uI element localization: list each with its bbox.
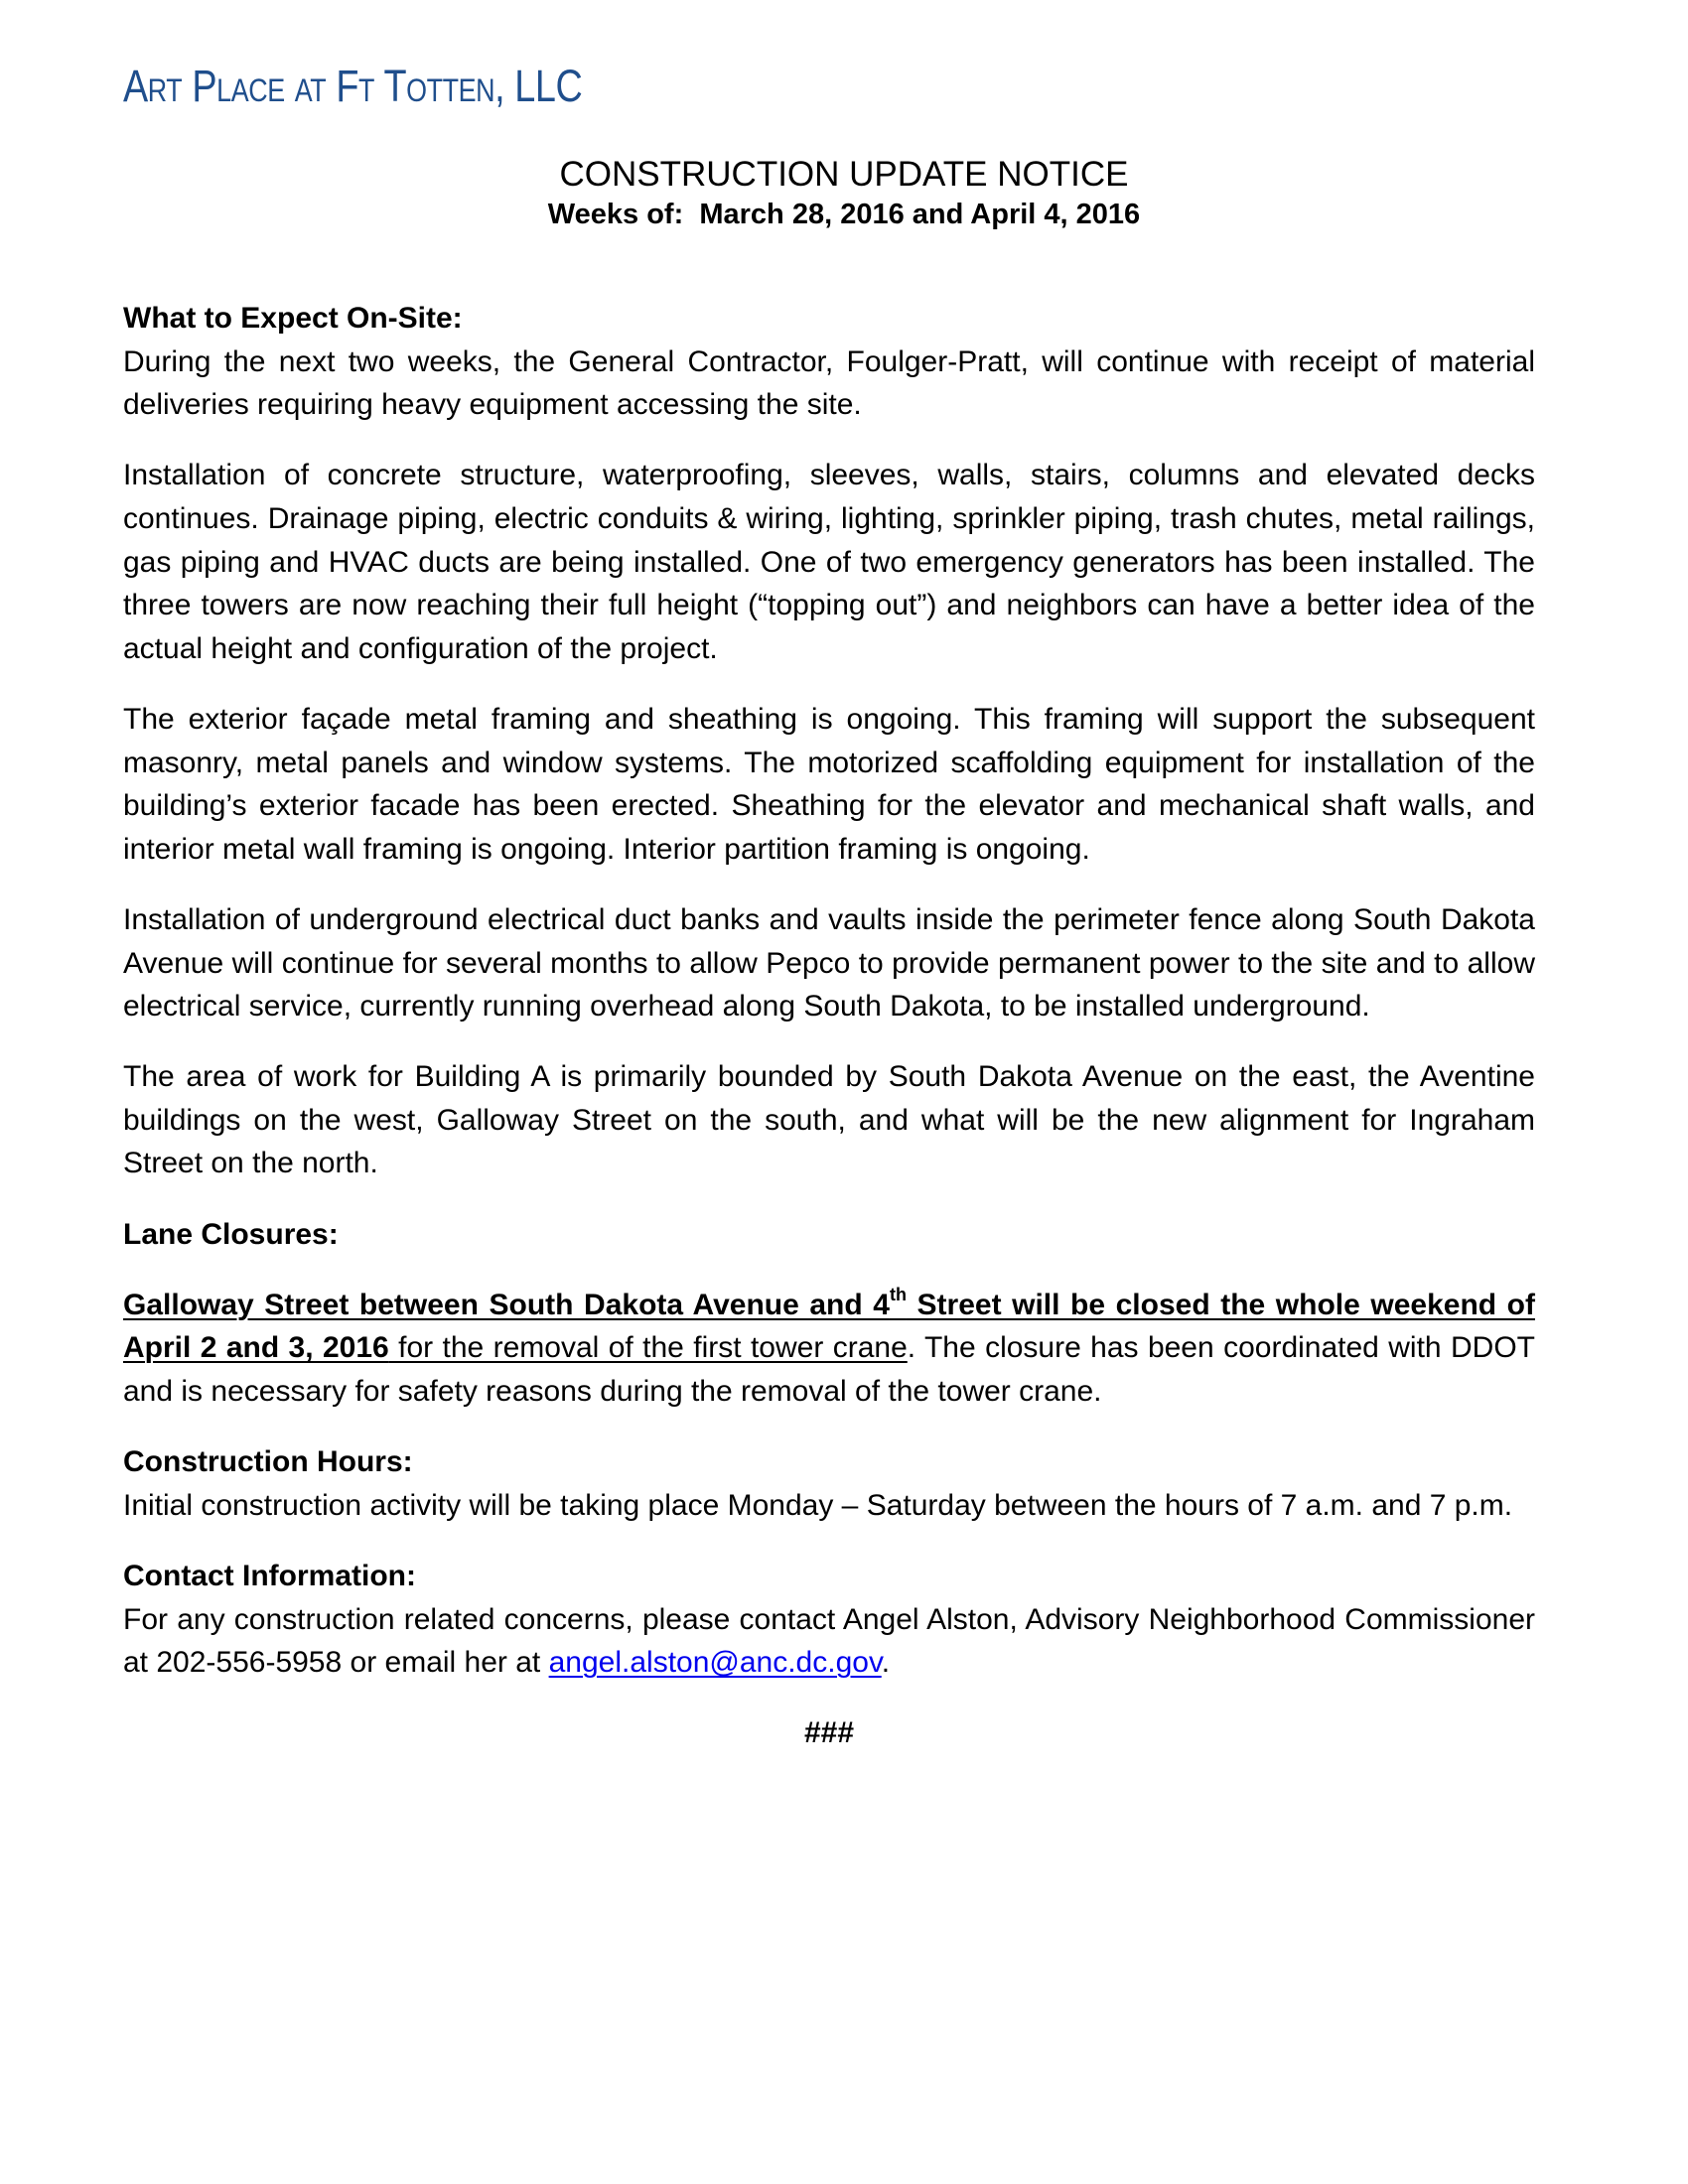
hours-section <box>123 1440 1535 1527</box>
end-mark: ### <box>803 1716 855 1750</box>
closure-emphasis-text-2: Street will be closed the whole weekend of April 2 and 3, 2016 <box>123 1288 1535 1365</box>
email-link[interactable]: angel.alston@anc.dc.gov <box>548 1646 882 1680</box>
section-heading-lane-closures: Lane Closures: <box>123 1217 339 1251</box>
contact-section <box>123 1555 1535 1685</box>
section-heading-expect: What to Expect On-Site: <box>123 302 463 335</box>
section-heading-contact: Contact Information: <box>123 1560 416 1592</box>
expect-section <box>123 297 1535 427</box>
contact-text: For any construction related concerns, please contact Angel Alston, Advisory Neighborhood Commissioner at 202-556-5958 or email her at <box>123 1602 1535 1680</box>
section-heading-hours: Construction Hours: <box>123 1445 413 1479</box>
document-body <box>123 297 1535 1755</box>
closure-rest: . The closure has been coordinated with DDOT and is necessary for safety reasons during the removal of the tower crane. <box>123 1331 1536 1409</box>
paragraph: During the next two weeks, the General Contractor, Foulger-Pratt, will continue with receipt of material deliveries requiring heavy equipment accessing the site. <box>123 344 1535 422</box>
lane-closures-paragraph <box>123 1284 1535 1414</box>
paragraph: Installation of concrete structure, waterproofing, sleeves, walls, stairs, columns and elevated decks continues. Drainage piping, electric conduits & wiring, lighting, sprinkler piping, trash chutes, metal railings, gas piping and HVAC ducts are being installed. One of two emergency generators has been installed. The three towers are now reaching their full height (“topping out”) and neighbors can have a better idea of the actual height and configuration of the project. <box>123 459 1535 665</box>
closure-reason: for the removal of the first tower crane <box>388 1331 908 1365</box>
expect-paragraph-2 <box>123 454 1535 670</box>
page-subtitle: Weeks of: March 28, 2016 and April 4, 2016 <box>547 199 1141 230</box>
ordinal-suffix: th <box>889 1284 907 1304</box>
expect-paragraph-5 <box>123 1055 1535 1185</box>
paragraph: The exterior façade metal framing and sheathing is ongoing. This framing will support the subsequent masonry, metal panels and window systems. The motorized scaffolding equipment for installation of the building’s exterior facade has been erected. Sheathing for the elevator and mechanical shaft walls, and interior metal wall framing is ongoing. Interior partition framing is ongoing. <box>123 702 1535 866</box>
page-title: CONSTRUCTION UPDATE NOTICE <box>559 155 1129 194</box>
paragraph <box>123 1284 1535 1414</box>
closure-emphasis-text-1: Galloway Street between South Dakota Avenue and 4 <box>123 1288 890 1321</box>
title-block <box>0 155 1688 232</box>
contact-text-end: . <box>881 1646 891 1680</box>
paragraph: Installation of underground electrical duct banks and vaults inside the perimeter fence along South Dakota Avenue will continue for several months to allow Pepco to provide permanent power to the site and to allow electrical service, currently running overhead along South Dakota, to be installed underground. <box>123 902 1535 1024</box>
paragraph: The area of work for Building A is primarily bounded by South Dakota Avenue on the east, the Aventine buildings on the west, Galloway Street on the south, and what will be the new alignment for Ingraham Street on the north. <box>123 1060 1535 1180</box>
expect-paragraph-4 <box>123 898 1535 1028</box>
company-logo-text: Art Place at Ft Totten, LLC <box>123 61 583 111</box>
lane-closures-heading-block <box>123 1213 1535 1257</box>
paragraph: Initial construction activity will be taking place Monday – Saturday between the hours of 7 a.m. and 7 p.m. <box>123 1488 1513 1522</box>
paragraph <box>123 1598 1535 1685</box>
expect-paragraph-3 <box>123 698 1535 871</box>
